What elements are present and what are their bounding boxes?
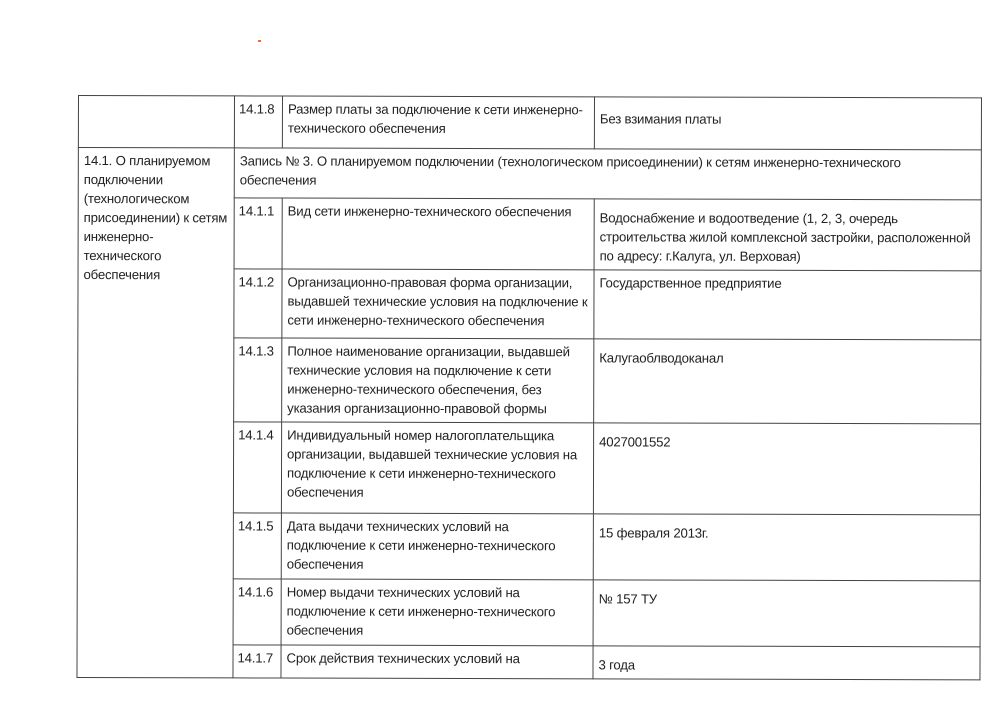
row-description: Полное наименование организации, выдавшей технические условия на подключение к сети инженерно-технического обеспечения, без указания организационно-правовой формы <box>282 338 594 423</box>
table-row <box>78 96 981 150</box>
row-number: 14.1.5 <box>233 513 281 579</box>
scan-speck <box>258 40 261 42</box>
row-value: Калугаоблводоканал <box>594 339 981 424</box>
record-title-row <box>78 148 981 200</box>
row-description: Срок действия технических условий на <box>281 645 593 679</box>
row-value: 4027001552 <box>593 423 980 515</box>
row-value: Государственное предприятие <box>594 270 981 340</box>
row-value: 15 февраля 2013г. <box>593 514 980 581</box>
section-label: 14.1. О планируемом подключении (технологическом присоединении) к сетям инженерно-технического обеспечения <box>77 148 234 678</box>
row-description: Организационно-правовая форма организации, выдавшей технические условия на подключение к сети инженерно-технического обеспечения <box>282 269 594 339</box>
row-number: 14.1.6 <box>233 579 281 645</box>
row-number: 14.1.4 <box>233 422 281 513</box>
row-number: 14.1.8 <box>234 96 282 148</box>
row-description: Вид сети инженерно-технического обеспечения <box>282 198 594 270</box>
row-description: Индивидуальный номер налогоплательщика организации, выдавшей технические условия на подключение к сети инженерно-технического обеспечения <box>281 422 593 514</box>
row-description: Номер выдачи технических условий на подключение к сети инженерно-технического обеспечения <box>281 579 593 646</box>
row-value: Водоснабжение и водоотведение (1, 2, 3, очередь строительства жилой комплексной застройки, расположенной по адресу: г.Калуга, ул. Верховая) <box>594 199 981 271</box>
row-number: 14.1.3 <box>234 338 282 422</box>
project-declaration-table <box>76 95 982 680</box>
row-description: Дата выдачи технических условий на подключение к сети инженерно-технического обеспечения <box>281 513 593 580</box>
row-value: 3 года <box>593 646 980 680</box>
row-value: Без взимания платы <box>594 97 981 150</box>
row-number: 14.1.1 <box>234 198 282 269</box>
row-number: 14.1.2 <box>234 269 282 338</box>
empty-section-cell <box>78 96 234 148</box>
row-description: Размер платы за подключение к сети инженерно-технического обеспечения <box>282 96 594 149</box>
row-value: № 157 ТУ <box>593 580 980 647</box>
row-number: 14.1.7 <box>233 645 281 678</box>
record-title: Запись № 3. О планируемом подключении (технологическом присоединении) к сетям инженерно-технического обеспечения <box>234 148 981 200</box>
